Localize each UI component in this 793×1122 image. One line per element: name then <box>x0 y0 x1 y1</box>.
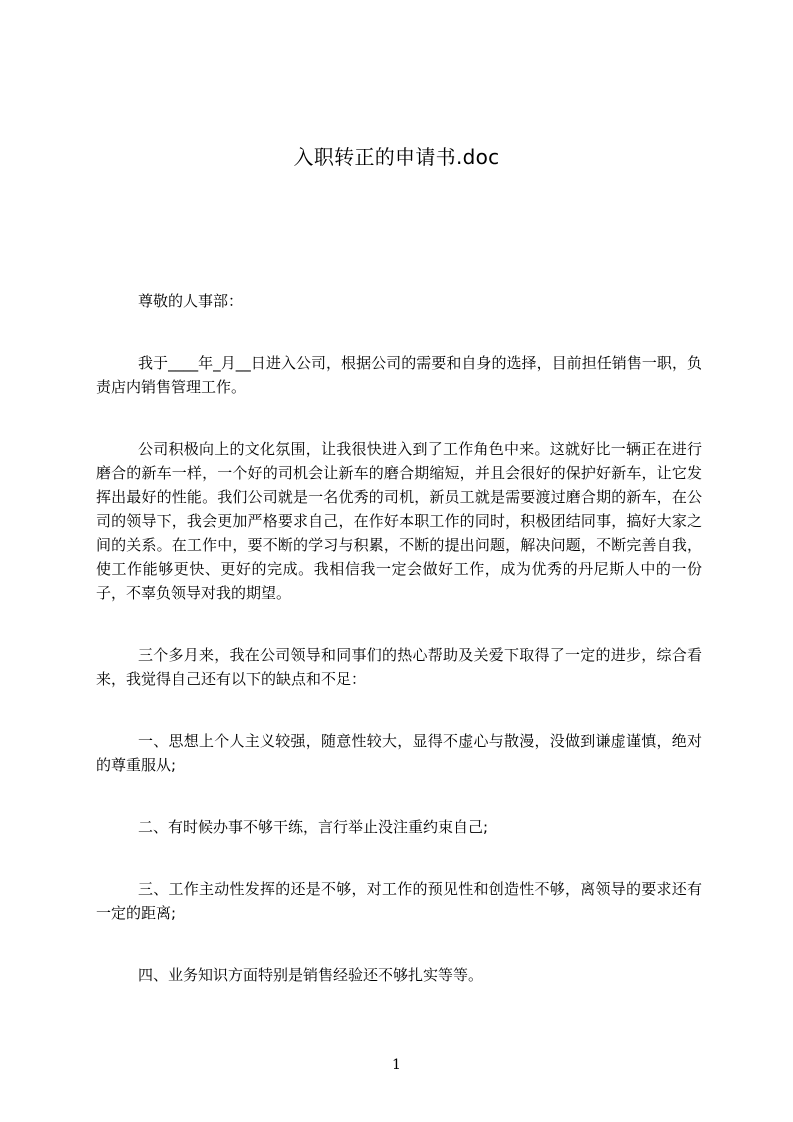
document-body <box>96 289 702 987</box>
shortcoming-item-1: 一、思想上个人主义较强，随意性较大，显得不虚心与散漫，没做到谦虚谨慎，绝对的尊重服从; <box>96 732 702 774</box>
salutation: 尊敬的人事部： <box>138 292 244 310</box>
shortcoming-item-3: 三、工作主动性发挥的还是不够，对工作的预见性和创造性不够，离领导的要求还有一定的距离; <box>96 880 702 922</box>
page-number: 1 <box>392 1057 401 1073</box>
paragraph-progress-summary: 三个多月来，我在公司领导和同事们的热心帮助及关爱下取得了一定的进步，综合看来，我觉得自己还有以下的缺点和不足： <box>96 646 702 688</box>
document-title: 入职转正的申请书.doc <box>293 145 500 169</box>
shortcoming-item-2: 二、有时候办事不够干练，言行举止没注重约束自己; <box>138 818 489 836</box>
paragraph-entry-date: 我于____年_月__日进入公司，根据公司的需要和自身的选择，目前担任销售一职，负责店内销售管理工作。 <box>96 354 702 396</box>
paragraph-company-culture: 公司积极向上的文化氛围，让我很快进入到了工作角色中来。这就好比一辆正在进行磨合的新车一样，一个好的司机会让新车的磨合期缩短，并且会很好的保护好新车，让它发挥出最好的性能。我们公司就是一名优秀的司机，新员工就是需要渡过磨合期的新车，在公司的领导下，我会更加严格要求自己，在作好本职工作的同时，积极团结同事，搞好大家之间的关系。在工作中，要不断的学习与积累，不断的提出问题，解决问题，不断完善自我，使工作能够更快、更好的完成。我相信我一定会做好工作，成为优秀的丹尼斯人中的一份子，不辜负领导对我的期望。 <box>96 440 702 602</box>
shortcoming-item-4: 四、业务知识方面特别是销售经验还不够扎实等等。 <box>138 966 484 984</box>
